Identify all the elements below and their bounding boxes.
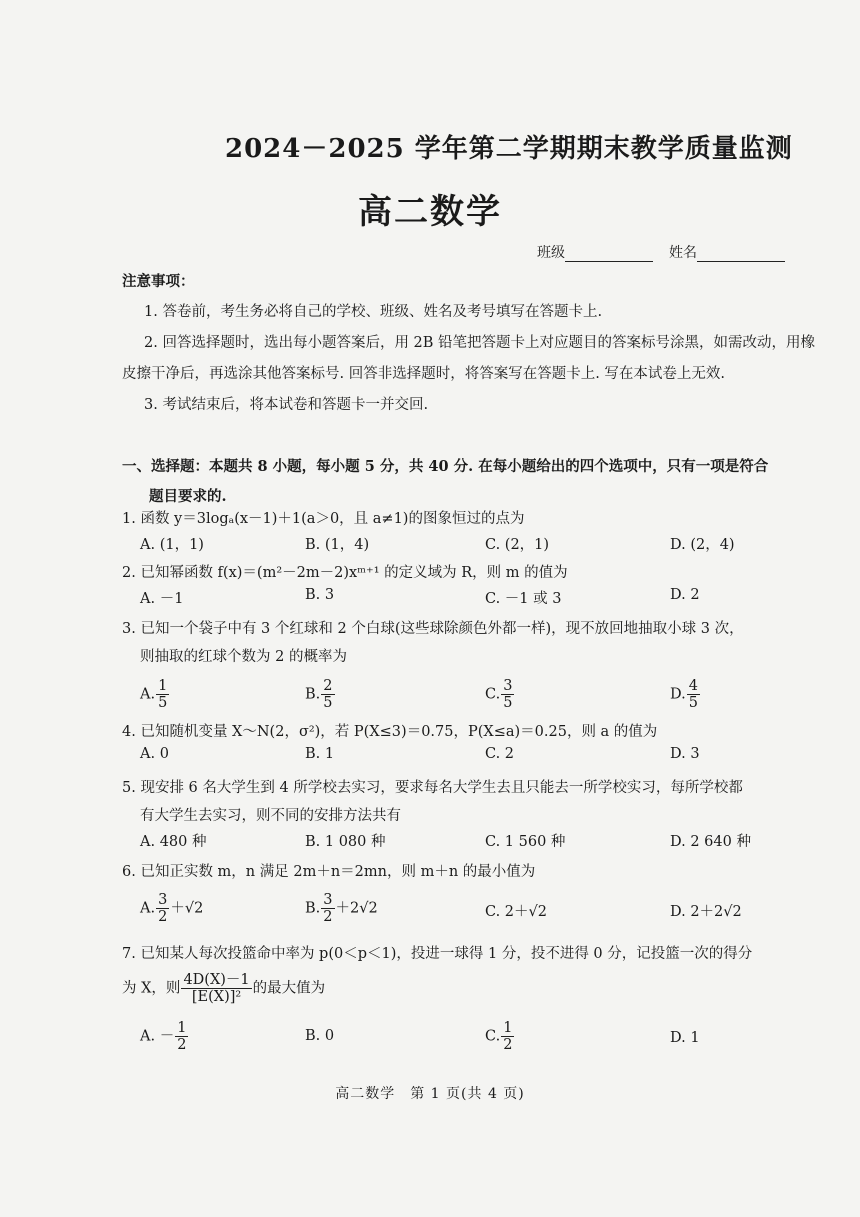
question-7: [122, 940, 822, 1005]
option-a: A. $\frac{3}{2}$ ＋√2: [140, 892, 204, 925]
fraction: $\frac{2}{5}$: [323, 678, 333, 711]
question-3-options: [140, 678, 820, 714]
option-b: B. 1 080 种: [305, 834, 386, 850]
option-d: D. 2＋2√2: [670, 904, 742, 920]
notes-section: [122, 266, 822, 421]
question-5-options: [140, 830, 820, 858]
exam-title: 2024－2025 学年第二学期期末教学质量监测: [225, 134, 793, 164]
section-heading-line2: 题目要求的.: [149, 488, 227, 505]
question-5-line2: 有大学生去实习，则不同的安排方法共有: [140, 808, 401, 824]
question-2: 2. 已知幂函数 f(x)＝(m²－2m－2)xᵐ⁺¹ 的定义域为 R，则 m 的值为: [122, 565, 568, 581]
question-3-line2: 则抽取的红球个数为 2 的概率为: [140, 649, 347, 665]
fraction: $\frac{1}{2}$: [503, 1020, 513, 1053]
class-label: 班级: [537, 245, 565, 261]
option-a: A. 480 种: [140, 834, 207, 850]
option-a: A. (1，1): [140, 537, 204, 553]
option-c: C. $\frac{3}{5}$: [485, 678, 513, 711]
question-7-line1: 7. 已知某人每次投篮命中率为 p(0＜p＜1)，投进一球得 1 分，投不进得 0 分，记投篮一次的得分: [122, 946, 753, 962]
option-d: D. (2，4): [670, 537, 735, 553]
question-4-options: [140, 746, 820, 774]
fraction: $\frac{3}{2}$: [323, 892, 333, 925]
question-1-options: [140, 533, 820, 561]
question-7-line2: 为 X，则 $\frac{4D(X)-1}{\text{[E(X)]²}}$ 的最大值为: [122, 972, 326, 1005]
fraction: $\frac{3}{2}$: [158, 892, 168, 925]
section-heading: [122, 452, 822, 512]
option-c: C. 1 560 种: [485, 834, 566, 850]
option-c: C. $\frac{1}{2}$: [485, 1020, 513, 1053]
question-1: 1. 函数 y＝3logₐ(x－1)＋1(a＞0，且 a≠1)的图象恒过的点为: [122, 511, 525, 527]
fraction: $\frac{4}{5}$: [688, 678, 698, 711]
option-d: D. 1: [670, 1030, 700, 1046]
fraction: $\frac{1}{2}$: [177, 1020, 187, 1053]
option-c: C. (2，1): [485, 537, 550, 553]
exam-subtitle: 高二数学: [358, 192, 502, 232]
question-2-options: [140, 587, 820, 615]
option-d: D. 2: [670, 587, 700, 603]
question-6: 6. 已知正实数 m，n 满足 2m＋n＝2mn，则 m＋n 的最小值为: [122, 864, 536, 880]
option-c: C. 2: [485, 746, 515, 762]
note-item: 2. 回答选择题时，选出每小题答案后，用 2B 铅笔把答题卡上对应题目的答案标号涂黑，如需改动，用橡皮擦干净后，再选涂其他答案标号. 回答非选择题时，将答案写在答题卡上. 写在本试卷上无效.: [122, 335, 816, 382]
question-5-line1: 5. 现安排 6 名大学生到 4 所学校去实习，要求每名大学生去且只能去一所学校实习，每所学校都: [122, 780, 743, 796]
name-label: 姓名: [669, 245, 697, 261]
option-b: B. 3: [305, 587, 335, 603]
option-d: D. $\frac{4}{5}$: [670, 678, 698, 711]
option-b: B. $\frac{3}{2}$ ＋2√2: [305, 892, 378, 925]
name-blank: [697, 247, 785, 262]
question-6-options: [140, 892, 820, 928]
option-a: A. 0: [140, 746, 169, 762]
question-3: [122, 615, 822, 671]
class-blank: [565, 247, 653, 262]
option-b: B. 1: [305, 746, 335, 762]
fraction: $\frac{4D(X)-1}{\text{[E(X)]²}}$: [183, 972, 250, 1005]
option-b: B. $\frac{2}{5}$: [305, 678, 333, 711]
option-d: D. 3: [670, 746, 700, 762]
section-heading-line1: 一、选择题：本题共 8 小题，每小题 5 分，共 40 分. 在每小题给出的四个选项中，只有一项是符合: [122, 458, 769, 475]
question-7-options: [140, 1020, 820, 1056]
notes-heading: 注意事项：: [122, 273, 195, 290]
option-b: B. 0: [305, 1028, 335, 1044]
option-a: A. $\frac{1}{5}$: [140, 678, 168, 711]
fraction: $\frac{3}{5}$: [503, 678, 513, 711]
option-a: A. － $\frac{1}{2}$: [140, 1020, 187, 1053]
option-c: C. 2＋√2: [485, 904, 547, 920]
note-item: 3. 考试结束后，将本试卷和答题卡一并交回.: [144, 397, 429, 413]
option-c: C. －1 或 3: [485, 591, 562, 607]
question-5: [122, 774, 822, 830]
option-d: D. 2 640 种: [670, 834, 751, 850]
note-item: 1. 答卷前，考生务必将自己的学校、班级、姓名及考号填写在答题卡上.: [144, 304, 603, 320]
option-b: B. (1，4): [305, 537, 370, 553]
class-name-line: [537, 242, 785, 262]
page-footer: 高二数学 第 1 页(共 4 页): [335, 1086, 525, 1102]
fraction: $\frac{1}{5}$: [158, 678, 168, 711]
option-a: A. －1: [140, 591, 184, 607]
question-4: 4. 已知随机变量 X～N(2，σ²)，若 P(X≤3)＝0.75，P(X≤a)＝0.25，则 a 的值为: [122, 724, 658, 740]
question-3-line1: 3. 已知一个袋子中有 3 个红球和 2 个白球(这些球除颜色外都一样)，现不放回地抽取小球 3 次，: [122, 621, 744, 637]
